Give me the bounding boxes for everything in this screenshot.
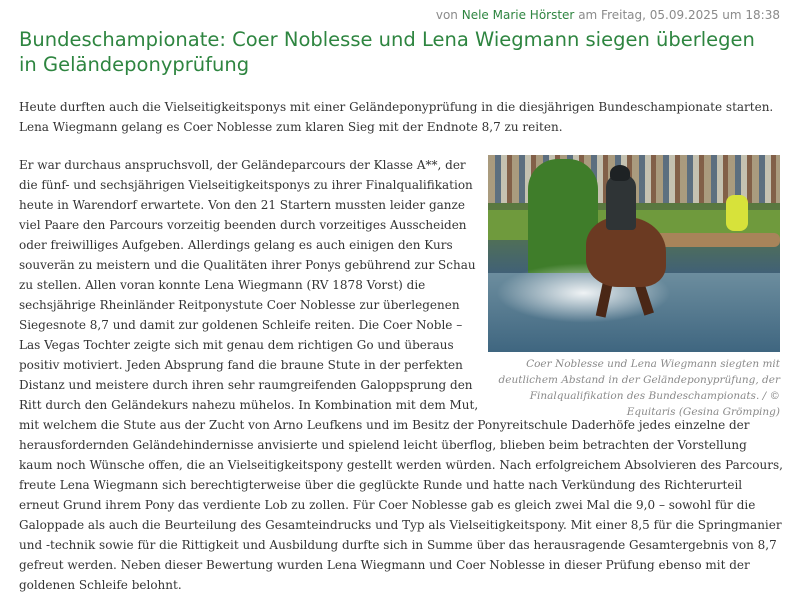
byline [436,8,780,22]
article-body: Er war durchaus anspruchsvoll, der Geländeparcours der Klasse A**, der die fünf- und sechsjährigen Vielseitigkeitsponys zu ihrer Finalqualifikation heute in Warendorf erwartete. Von den 21 Startern mussten leider ganze viel Paare den Parcours vorzeitig beenden durch vorzeitiges Ausscheiden oder freiwilliges Aufgeben. Allerdings gelang es auch einigen den Kurs souverän zu meistern und die Qualitäten ihrer Ponys gebührend zur Schau zu stellen. Allen voran konnte Lena Wiegmann (RV 1878 Vorst) die sechsjährige Rheinländer Reitponystute Coer Noblesse zur überlegenen Siegesnote 8,7 und damit zur goldenen Schleife reiten. Die Coer Noble – Las Vegas Tochter zeigte sich mit genau dem richtigen Go und überaus positiv motiviert. Jeden Absprung fand die braune Stute in der perfekten Distanz und meistere durch ihren sehr raumgreifenden Galoppsprung den Ritt durch den Geländekurs nahezu mühelos. In Kombination mit dem Mut, mit welchem die Stute aus der Zucht von Arno Leufkens und im Besitz der Ponyreitschule Daderhöfe jedes einzelne der herausfordernden Geländehindernisse anvisierte und spielend leicht überflog, blieben beim betrachten der Vorstellung kaum noch Wünsche offen, die an Vielseitigkeitspony gestellt werden würden. Nach erfolgreichem Absolvieren des Parcours, freute Lena Wiegmann sich berechtigterweise über die geglückte Runde und hatte nach Verkündung des Richterurteil erneut Grund ihrem Pony das verdiente Lob zu zollen. Für Coer Noblesse gab es gleich zwei Mal die 9,0 – sowohl für die Galoppade als auch die Beurteilung des Gesamteindrucks und Typ als Vielseitigkeitspony. Mit einer 8,5 für die Springmanier und -technik sowie für die Rittigkeit und Ausbildung durfte sich in Summe über das herausragende Gesamtergebnis von 8,7 gefreut werden. Neben dieser Bewertung wurden Lena Wiegmann und Coer Noblesse in dieser Prüfung ebenso mit der goldenen Schleife belohnt. [19,158,783,592]
article-title: Bundeschampionate: Coer Noblesse und Lena Wiegmann siegen überlegen in Geländeponyprüfung [19,28,755,76]
photo-rider-helmet [610,165,630,181]
article-lead: Heute durften auch die Vielseitigkeitsponys mit einer Geländeponyprüfung in die diesjährigen Bundeschampionate starten. Lena Wiegmann gelang es Coer Noblesse zum klaren Sieg mit der Endnote 8,7 zu reiten. [19,100,774,134]
article-photo[interactable] [488,155,780,352]
author-link[interactable]: Nele Marie Hörster [461,8,575,22]
photo-caption: Coer Noblesse und Lena Wiegmann siegten mit deutlichem Abstand in der Geländeponyprüfung, der Finalqualifikation des Bundeschampionats. / © Equitaris (Gesina Grömping) [498,358,780,418]
photo-rider [606,175,636,230]
article-figure [488,155,780,420]
photo-steward [726,195,748,231]
byline-prefix: von [435,8,458,22]
publish-date: am Freitag, 05.09.2025 um 18:38 [578,8,780,22]
